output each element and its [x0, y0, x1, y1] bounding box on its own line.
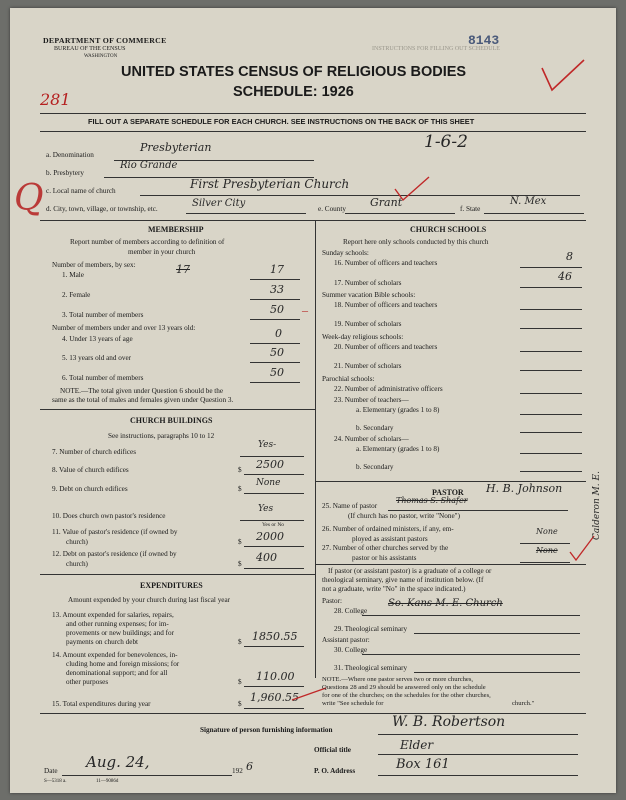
q17-line — [520, 287, 582, 288]
state-value: N. Mex — [510, 196, 547, 207]
q23-label: 23. Number of teachers— — [334, 396, 409, 404]
q10-label: 10. Does church own pastor's residence — [52, 512, 166, 520]
q27-value: None — [536, 546, 558, 555]
q26-value: None — [536, 527, 558, 536]
q23b-label: b. Secondary — [356, 424, 394, 432]
q28-line — [362, 615, 580, 616]
margin-note: Calderon M. E. — [592, 471, 602, 540]
q12-label: 12. Debt on pastor's residence (if owned by — [52, 550, 177, 558]
rule — [40, 113, 586, 114]
q5-line — [250, 362, 300, 363]
q15-value: 1,960.55 — [250, 691, 299, 704]
denomination-label: a. Denomination — [46, 151, 94, 159]
official-title-label: Official title — [314, 746, 351, 754]
buildings-sub: See instructions, paragraphs 10 to 12 — [108, 432, 215, 440]
q13-label: and other running expenses; for im- — [66, 620, 169, 628]
parochial-label: Parochial schools: — [322, 375, 375, 383]
q16-label: 16. Number of officers and teachers — [334, 259, 438, 267]
presbytery-label: b. Presbytery — [46, 169, 84, 177]
q24b-label: b. Secondary — [356, 463, 394, 471]
q3-label: 3. Total number of members — [62, 311, 144, 319]
q4-label: 4. Under 13 years of age — [62, 335, 133, 343]
department-label: DEPARTMENT OF COMMERCE — [43, 36, 167, 45]
q13-label: 13. Amount expended for salaries, repairs, — [52, 611, 174, 619]
red-check-icon — [540, 58, 590, 98]
county-label: e. County — [318, 205, 346, 213]
signature-line — [378, 734, 578, 735]
state-line — [484, 213, 584, 214]
q10-line — [240, 520, 304, 521]
city-label: d. City, town, village, or township, etc. — [46, 205, 158, 213]
graduate-note: not a graduate, write "No" in the space indicated.) — [322, 585, 466, 593]
pastor-note: for one of the churches; on the schedules for the other churches, — [322, 692, 491, 699]
q26-line — [520, 543, 570, 544]
county-line — [345, 213, 455, 214]
graduate-note: theological seminary, give name of institution below. (If — [322, 576, 484, 584]
form-code: S—5318 a. — [44, 779, 67, 784]
membership-heading: MEMBERSHIP — [148, 225, 204, 234]
rule — [40, 409, 315, 410]
q10-value: Yes — [258, 504, 274, 514]
buildings-heading: CHURCH BUILDINGS — [130, 416, 213, 425]
q6-line — [250, 382, 300, 383]
q1-struck-value: 17 — [176, 263, 190, 276]
q13-label: provements or new buildings; and for — [66, 629, 174, 637]
local-name-label: c. Local name of church — [46, 187, 116, 195]
q4-value: 0 — [275, 327, 282, 340]
pastor-subheading: Pastor: — [322, 597, 342, 605]
official-title-value: Elder — [400, 738, 434, 752]
q2-value: 33 — [270, 283, 284, 296]
q14-label: denominational support; and for all — [66, 669, 168, 677]
q8-line — [244, 474, 304, 475]
q20-label: 20. Number of officers and teachers — [334, 343, 438, 351]
date-value: Aug. 24, — [86, 753, 150, 771]
county-value: Grant — [370, 196, 403, 209]
q2-label: 2. Female — [62, 291, 91, 299]
q16-line — [520, 267, 582, 268]
membership-intro: Report number of members according to definition of — [70, 238, 225, 246]
address-value: Box 161 — [396, 757, 450, 772]
q24a-line — [520, 453, 582, 454]
q19-line — [520, 328, 582, 329]
q31-label: 31. Theological seminary — [334, 664, 408, 672]
q22-line — [520, 393, 582, 394]
city-value: Silver City — [192, 198, 246, 209]
instruction-banner: FILL OUT A SEPARATE SCHEDULE FOR EACH CHURCH. SEE INSTRUCTIONS ON THE BACK OF THIS SHEET — [88, 117, 475, 126]
q25-hint: (If church has no pastor, write "None") — [348, 512, 460, 520]
local-name-value: First Presbyterian Church — [190, 177, 350, 191]
q27-label: 27. Number of other churches served by the — [322, 544, 449, 552]
state-label: f. State — [460, 205, 481, 213]
q16-value: 8 — [566, 250, 573, 263]
q27-line — [520, 562, 570, 563]
rule — [40, 131, 586, 132]
print-code: 11—9086d — [96, 779, 119, 784]
schools-sub: Report here only schools conducted by this church — [343, 238, 489, 246]
q14-label: other purposes — [66, 678, 109, 686]
dollar-sign: $ — [238, 538, 242, 546]
graduate-note: If pastor (or assistant pastor) is a graduate of a college or — [328, 567, 492, 575]
expenditures-heading: EXPENDITURES — [140, 581, 203, 590]
q9-value: None — [256, 478, 281, 488]
assistant-pastor-subheading: Assistant pastor: — [322, 636, 370, 644]
q26-label: ployed as assistant pastors — [352, 535, 428, 543]
q23a-label: a. Elementary (grades 1 to 8) — [356, 406, 440, 414]
q24a-label: a. Elementary (grades 1 to 8) — [356, 445, 440, 453]
q13-value: 1850.55 — [252, 630, 298, 643]
q27-label: pastor or his assistants — [352, 554, 417, 562]
q29-label: 29. Theological seminary — [334, 625, 408, 633]
q2-line — [250, 299, 300, 300]
weekday-label: Week-day religious schools: — [322, 333, 404, 341]
q6-value: 50 — [270, 366, 284, 379]
q11-value: 2000 — [256, 530, 284, 543]
q8-label: 8. Value of church edifices — [52, 466, 129, 474]
dollar-sign: $ — [238, 678, 242, 686]
q3-value: 50 — [270, 303, 284, 316]
sunday-label: Sunday schools: — [322, 249, 369, 257]
q12-line — [244, 568, 304, 569]
q3-line — [250, 319, 300, 320]
signature-label: Signature of person furnishing information — [200, 726, 333, 734]
q25-label: 25. Name of pastor — [322, 502, 378, 510]
q14-label: 14. Amount expended for benevolences, in- — [52, 651, 178, 659]
signature-value: W. B. Robertson — [392, 714, 506, 730]
q25-value: H. B. Johnson — [486, 482, 563, 495]
red-annotation-number: 281 — [40, 90, 71, 109]
q11-label: 11. Value of pastor's residence (if owned by — [52, 528, 178, 536]
q31-line — [414, 672, 580, 673]
q22-label: 22. Number of administrative officers — [334, 385, 443, 393]
address-line — [378, 775, 578, 776]
year-prefix: 192 — [232, 767, 243, 775]
form-number: 8143 — [468, 33, 500, 48]
dollar-sign: $ — [238, 638, 242, 646]
q19-label: 19. Number of scholars — [334, 320, 402, 328]
q24b-line — [520, 471, 582, 472]
q7-line — [240, 456, 304, 457]
expenditures-sub: Amount expended by your church during last fiscal year — [68, 596, 231, 604]
q21-line — [520, 370, 582, 371]
q12-label: church) — [66, 560, 88, 568]
form-title: UNITED STATES CENSUS OF RELIGIOUS BODIES — [121, 64, 467, 80]
pastor-note: NOTE.—Where one pastor serves two or more churches, — [322, 676, 474, 683]
q30-label: 30. College — [334, 646, 368, 654]
q17-value: 46 — [558, 270, 572, 283]
q29-line — [414, 633, 580, 634]
membership-note: same as the total of males and females given under Question 3. — [52, 396, 234, 404]
q21-label: 21. Number of scholars — [334, 362, 402, 370]
q28-value: So. Kans M. E. Church — [388, 598, 503, 609]
q13-label: payments on church debt — [66, 638, 139, 646]
dollar-sign: $ — [238, 466, 242, 474]
q7-label: 7. Number of church edifices — [52, 448, 137, 456]
q10-hint: Yes or No — [262, 522, 285, 528]
q30-line — [362, 654, 580, 655]
q6-label: 6. Total number of members — [62, 374, 144, 382]
bleed-through-text: INSTRUCTIONS FOR FILLING OUT SCHEDULE — [372, 46, 500, 52]
age-intro: Number of members under and over 13 years old: — [52, 324, 196, 332]
schools-heading: CHURCH SCHOOLS — [410, 225, 487, 234]
q9-line — [244, 493, 304, 494]
summer-label: Summer vacation Bible schools: — [322, 291, 416, 299]
q17-label: 17. Number of scholars — [334, 279, 402, 287]
q15-label: 15. Total expenditures during year — [52, 700, 151, 708]
q20-line — [520, 351, 582, 352]
by-sex-label: Number of members, by sex: — [52, 261, 136, 269]
q23a-line — [520, 414, 582, 415]
q13-line — [244, 646, 304, 647]
date-line — [62, 775, 232, 776]
q1-value: 17 — [270, 263, 284, 276]
q18-line — [520, 309, 582, 310]
q11-label: church) — [66, 538, 88, 546]
city-line — [186, 213, 306, 214]
dollar-sign: $ — [238, 485, 242, 493]
pastor-note: Questions 28 and 29 should be answered only on the schedule — [322, 684, 486, 691]
column-divider — [315, 220, 316, 678]
official-title-line — [378, 754, 578, 755]
q1-line — [250, 279, 300, 280]
q11-line — [244, 546, 304, 547]
city-label: WASHINGTON — [84, 54, 118, 59]
q25-line — [388, 510, 568, 511]
dollar-sign: $ — [238, 560, 242, 568]
rule — [40, 220, 586, 221]
q5-label: 5. 13 years old and over — [62, 354, 132, 362]
q26-label: 26. Number of ordained ministers, if any, em- — [322, 525, 454, 533]
pastor-note: church." — [512, 700, 535, 707]
q9-label: 9. Debt on church edifices — [52, 485, 128, 493]
membership-intro: member in your church — [128, 248, 196, 256]
q24-label: 24. Number of scholars— — [334, 435, 409, 443]
pastor-note: write "See schedule for — [322, 700, 384, 707]
denomination-code: 1-6-2 — [424, 132, 468, 152]
q12-value: 400 — [256, 551, 277, 564]
q28-label: 28. College — [334, 607, 368, 615]
dollar-sign: $ — [238, 700, 242, 708]
date-label: Date — [44, 767, 58, 775]
presbytery-value: Rio Grande — [120, 160, 178, 171]
year-value: 6 — [246, 760, 253, 773]
rule — [40, 574, 315, 575]
schedule-title: SCHEDULE: 1926 — [233, 84, 354, 100]
red-tick-mark: – — [302, 303, 308, 317]
q15-line — [244, 708, 304, 709]
q7-value: Yes- — [258, 440, 277, 450]
q1-label: 1. Male — [62, 271, 84, 279]
q18-label: 18. Number of officers and teachers — [334, 301, 438, 309]
red-margin-mark: Q — [14, 178, 44, 219]
q25-struck-value: Thomas S. Shafer — [396, 496, 468, 505]
q23b-line — [520, 432, 582, 433]
denomination-value: Presbyterian — [140, 141, 212, 154]
rule — [315, 564, 586, 565]
q14-label: cluding home and foreign missions; for — [66, 660, 180, 668]
q8-value: 2500 — [256, 458, 284, 471]
q5-value: 50 — [270, 346, 284, 359]
address-label: P. O. Address — [314, 767, 356, 775]
q4-line — [250, 343, 300, 344]
bureau-label: BUREAU OF THE CENSUS — [54, 46, 126, 52]
pastor-heading: PASTOR — [432, 488, 464, 497]
q14-value: 110.00 — [256, 670, 295, 683]
membership-note: NOTE.—The total given under Question 6 should be the — [60, 387, 224, 395]
